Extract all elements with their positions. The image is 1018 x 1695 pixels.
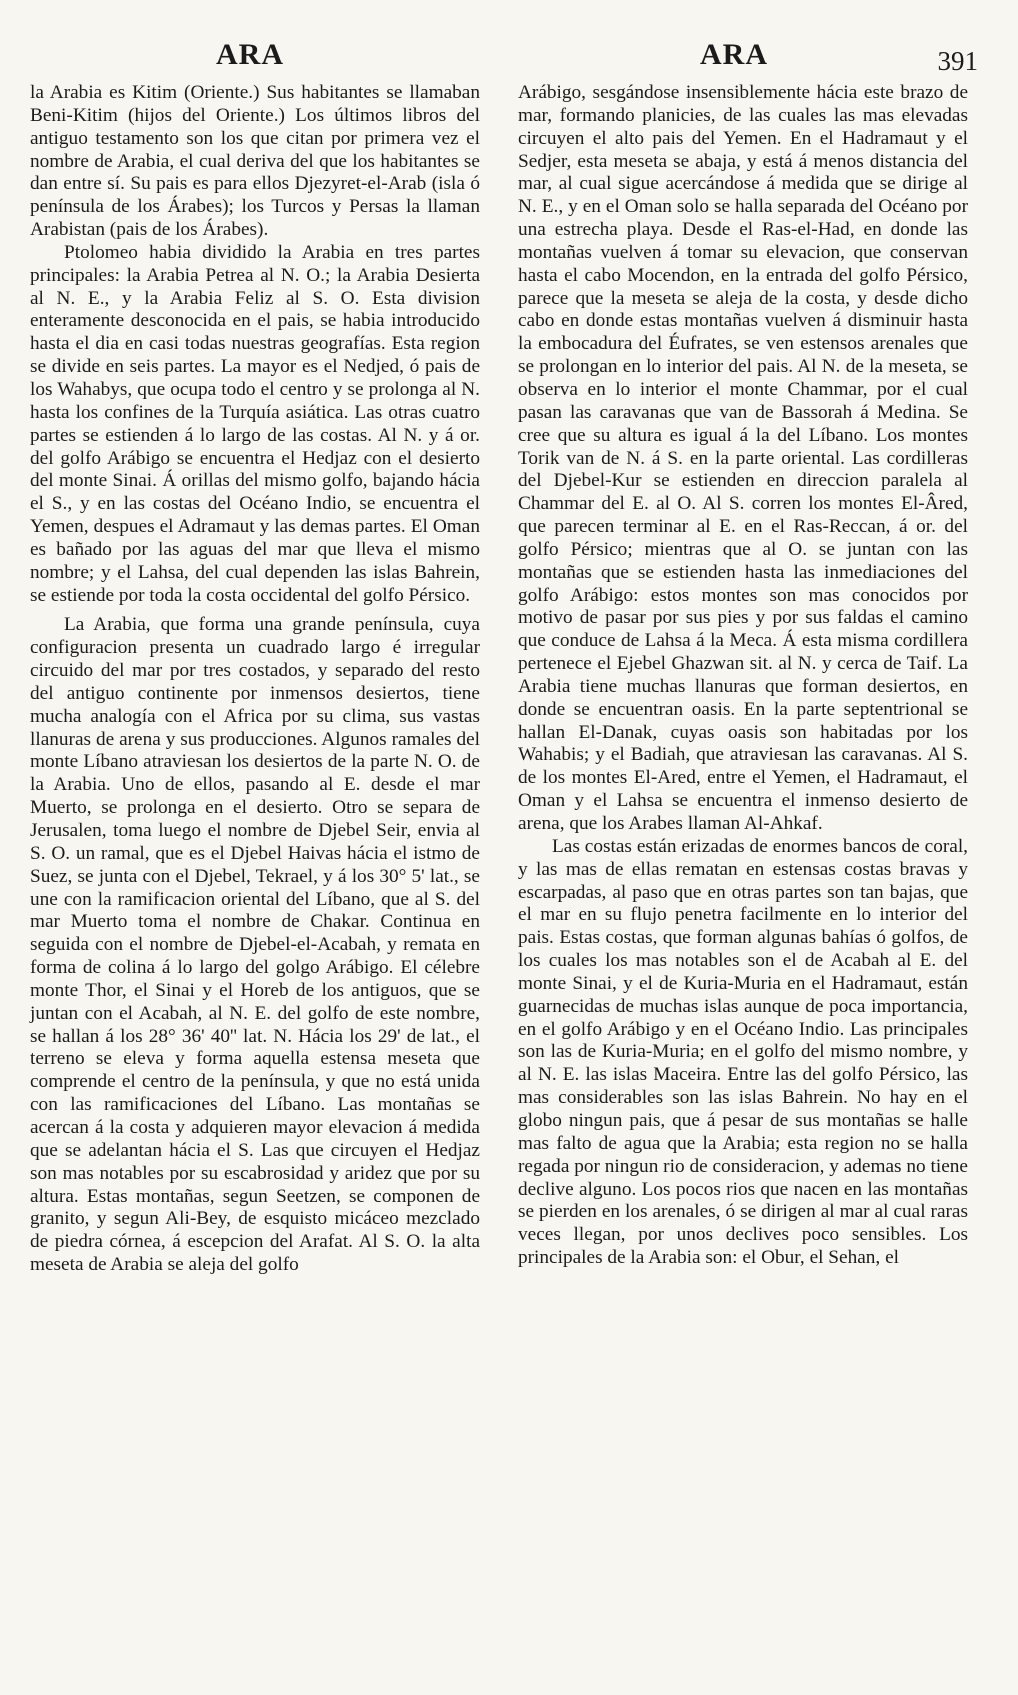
paragraph-divisions: Ptolomeo habia dividido la Arabia en tres partes principales: la Arabia Petrea al N. O.; la Arabia Desierta al N. E., y la Arabia Feliz al S. O. Esta division enteramente desconocida en el pais, se habia introducido hasta el dia en casi todas nuestras geografías. Esta region se divide en seis partes. La mayor es el Nedjed, ó pais de los Wahabys, que ocupa todo el centro y se prolonga al N. hasta los confines de la Turquía asiática. Las otras cuatro partes se estienden á lo largo de las costas. Al N. y á or. del golfo Arábigo se encuentra el Hedjaz con el desierto del monte Sinai. Á orillas del mismo golfo, bajando hácia el S., y en las costas del Océano Indio, se encuentra el Yemen, despues el Adramaut y las demas partes. El Oman es bañado por las aguas del mar que lleva el mismo nombre; y el Lahsa, del cual dependen las islas Bahrein, se estiende por toda la costa occidental del golfo Pérsico. bbox=[30, 241, 480, 606]
right-column bbox=[518, 82, 968, 1270]
left-column bbox=[30, 82, 480, 1277]
paragraph-etymology: la Arabia es Kitim (Oriente.) Sus habitantes se llamaban Beni-Kitim (hijos del Oriente.) Los últimos libros del antiguo testamento son los que citan por primera vez el nombre de Arabia, el cual deriva del que los habitantes se dan entre sí. Su pais es para ellos Djezyret-el-Arab (isla ó península de los Árabes); los Turcos y Persas la llaman Arabistan (pais de los Árabes). bbox=[30, 82, 480, 241]
running-head-left: ARA bbox=[216, 38, 284, 71]
paragraph-geography: La Arabia, que forma una grande península, cuya configuracion presenta un cuadrado largo é irregular circuido del mar por tres costados, y separado del resto del antiguo continente por inmensos desiertos, tiene mucha analogía con el Africa por su clima, sus vastas llanuras de arena y sus producciones. Algunos ramales del monte Líbano atraviesan los desiertos de la parte N. O. de la Arabia. Uno de ellos, pasando al E. desde el mar Muerto, se prolonga en el desierto. Otro se separa de Jerusalen, toma luego el nombre de Djebel Seir, envia al S. O. un ramal, que es el Djebel Haivas hácia el istmo de Suez, se junta con el Djebel, Tekrael, y á los 30° 5' lat., se une con la ramificacion oriental del Líbano, que al S. del mar Muerto toma el nombre de Chakar. Continua en seguida con el nombre de Djebel-el-Acabah, y remata en forma de colina á lo largo del golgo Arábigo. El célebre monte Thor, el Sinai y el Horeb de los antiguos, que se juntan con el Acabah, al N. E. del golfo de este nombre, se hallan á los 28° 36' 40'' lat. N. Hácia los 29' de lat., el terreno se eleva y forma aquella estensa meseta que comprende el centro de la península, y que no está unida con las ramificaciones del Líbano. Las montañas se acercan á la costa y adquieren mayor elevacion á medida que se adelantan hácia el S. Las que circuyen el Hedjaz son mas notables por su escabrosidad y aridez que por su altura. Estas montañas, segun Seetzen, se componen de granito, y segun Ali-Bey, de esquisto micáceo mezclado de piedra córnea, á escepcion del Arafat. Al S. O. la alta meseta de Arabia se aleja del golfo bbox=[30, 614, 480, 1276]
paragraph-coasts: Las costas están erizadas de enormes bancos de coral, y las mas de ellas rematan en estensas costas bravas y escarpadas, al paso que en otras partes son tan bajas, que el mar en su flujo penetra facilmente en lo interior del pais. Estas costas, que forman algunas bahías ó golfos, de los cuales los mas notables son el de Acabah al E. del monte Sinai, y el de Kuria-Muria en el Hadramaut, están guarnecidas de muchas islas aunque de poca importancia, en el golfo Arábigo y en el Océano Indio. Las principales son las de Kuria-Muria; en el golfo del mismo nombre, y al N. E. las islas Maceira. Entre las del golfo Pérsico, las mas considerables son las islas Bahrein. No hay en el globo ningun pais, que á pesar de sus montañas se halle mas falto de agua que la Arabia; esta region no se halla regada por ningun rio de consideracion, y ademas no tiene declive alguno. Los pocos rios que nacen en las montañas se pierden en los arenales, ó se dirigen al mar al cual raras veces llegan, por unos declives poco sensibles. Los principales de la Arabia son: el Obur, el Sehan, el bbox=[518, 835, 968, 1269]
page-number: 391 bbox=[937, 46, 978, 76]
running-head-right: ARA bbox=[700, 38, 768, 71]
paragraph-plateau: Arábigo, sesgándose insensiblemente hácia este brazo de mar, formando planicies, de las cuales las mas elevadas circuyen el alto pais del Yemen. En el Hadramaut y el Sedjer, esta meseta se abaja, y está á menos distancia del mar, al cual sigue acercándose á medida que se dirige al N. E., y en el Oman solo se halla separada del Océano por una estrecha playa. Desde el Ras-el-Had, en donde las montañas vuelven á tomar su elevacion, que conservan hasta el cabo Mocendon, en la entrada del golfo Pérsico, parece que la meseta se aleja de la costa, y desde dicho cabo en donde estas montañas vuelven á disminuir hasta la embocadura del Éufrates, se ven estensos arenales que se prolongan en lo interior del pais. Al N. de la meseta, se observa en lo interior el monte Chammar, por el cual pasan las caravanas que van de Bassorah á Medina. Se cree que su altura es igual á la del Líbano. Los montes Torik van de N. á S. en la parte oriental. Las cordilleras del Djebel-Kur se estienden en direccion paralela al Chammar del E. al O. Al S. corren los montes El-Âred, que parecen terminar al E. en el Ras-Reccan, á or. del golfo Pérsico; mientras que al O. se juntan con las montañas que se estienden hasta las inmediaciones del golfo Arábigo: estos montes son mas conocidos por motivo de pasar por sus pies y por sus faldas el camino que conduce de Lahsa á la Meca. Á esta misma cordillera pertenece el Ejebel Ghazwan sit. al N. y cerca de Taif. La Arabia tiene muchas llanuras que forman desiertos, en donde se encuentran oasis. En la parte septentrional se hallan El-Danak, cuyas oasis son habitadas por los Wahabis; y el Badiah, que atraviesan las caravanas. Al S. de los montes El-Ared, entre el Yemen, el Hadramaut, el Oman y el Lahsa se encuentra el inmenso desierto de arena, que los Arabes llaman Al-Ahkaf. bbox=[518, 82, 968, 834]
